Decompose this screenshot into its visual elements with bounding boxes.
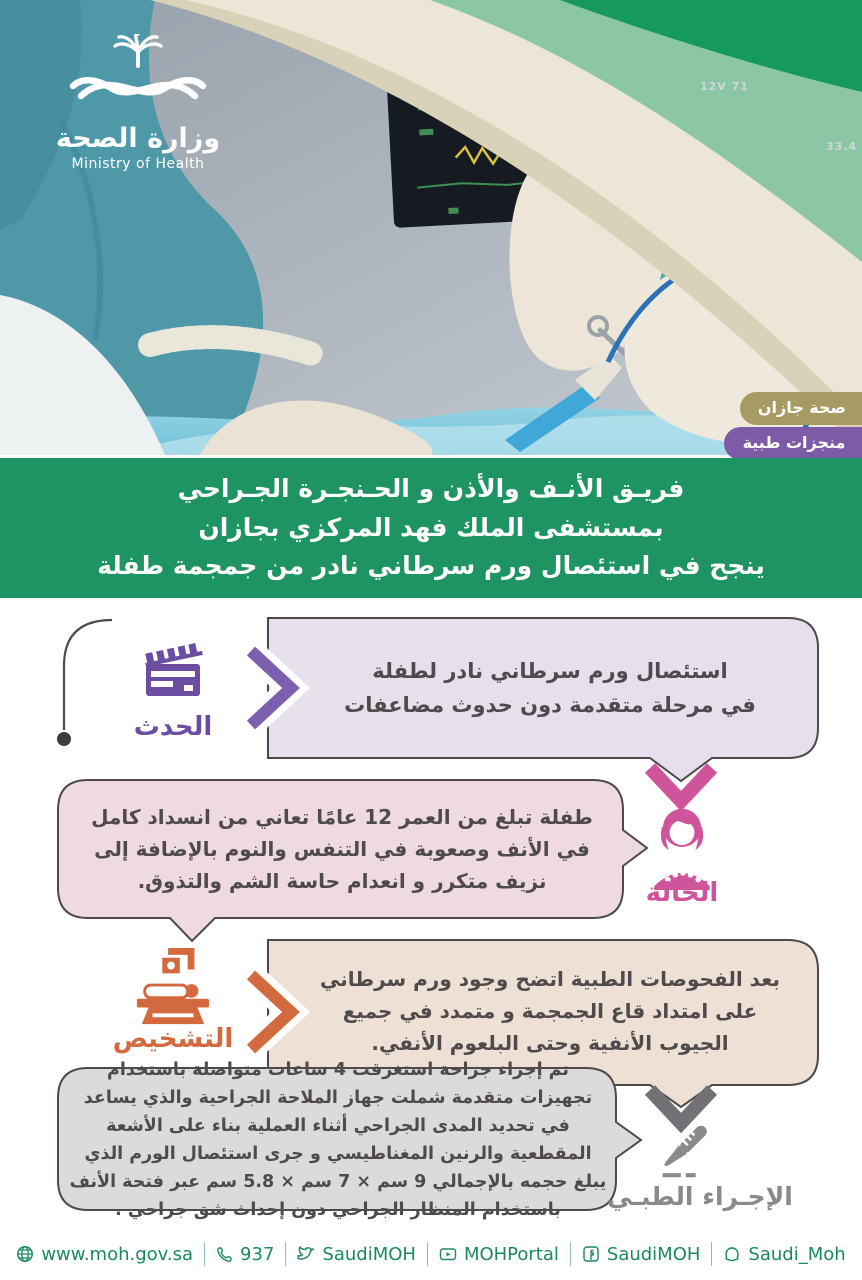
footer-youtube[interactable] [439, 1244, 559, 1265]
footer-phone[interactable] [216, 1244, 274, 1265]
scanner-icon [128, 948, 218, 1028]
moh-logo [38, 34, 238, 172]
banner-line-2: بمستشفى الملك فهد المركزي بجازان [198, 512, 664, 542]
footer-facebook[interactable] [582, 1244, 701, 1265]
footer-youtube-label: MOHPortal [463, 1243, 559, 1265]
scalpel-icon [642, 1122, 727, 1188]
connector-dot [57, 732, 71, 746]
procedure-label: الإجـراء الطبـي [607, 1182, 793, 1211]
footer-separator [285, 1242, 286, 1266]
footer-website[interactable] [16, 1244, 193, 1265]
phone-icon [216, 1246, 233, 1263]
event-label: الحدث [133, 712, 213, 742]
youtube-icon [439, 1245, 457, 1263]
footer-phone-label: 937 [240, 1243, 275, 1265]
case-label: الحالة [645, 878, 719, 908]
globe-icon [16, 1245, 34, 1263]
footer-facebook-label: SaudiMOH [606, 1243, 701, 1265]
footer-twitter-label: SaudiMOH [322, 1243, 416, 1265]
monitor-reading-bp: 12V 71 [700, 80, 749, 93]
event-text: استئصال ورم سرطاني نادر لطفلة في مرحلة متقدمة دون حدوث مضاعفات [344, 659, 756, 717]
footer [0, 1228, 862, 1280]
footer-separator [427, 1242, 428, 1266]
facebook-icon [582, 1245, 600, 1263]
clapperboard-icon [138, 640, 208, 710]
footer-website-label: www.moh.gov.sa [41, 1243, 194, 1265]
procedure-text: تم إجراء جراحة استغرقت 4 ساعات متواصلة باستخدام تجهيزات متقدمة شملت جهاز الملاحة الجراحية والذي يساعد في تحديد المدى الجراحي أثناء العملية بناء على الأشعة المقطعية والرنين المغناطيسي و جرى استئصال الورم الذي يبلغ حجمه بالإجمالي 9 سم × 7 سم × 5.8 سم عبر فتحة الأنف باستخدام المنظار الجراحي دون إحداث شق جراحي . [69, 1060, 607, 1220]
twitter-icon [297, 1245, 315, 1263]
badge-jazan-health: صحة جازان [740, 392, 862, 425]
diagnosis-label: التشخيص [112, 1024, 234, 1054]
monitor-reading-temp: 33.4 [826, 140, 858, 153]
diagnosis-text: بعد الفحوصات الطبية اتضح وجود ورم سرطاني على امتداد قاع الجمجمة و متمدد في جميع الجيوب الأنفية وحتى البلعوم الأنفي. [319, 967, 781, 1055]
connector-line [64, 620, 112, 730]
case-text: طفلة تبلغ من العمر 12 عامًا تعاني من انسداد كامل في الأنف وصعوبة في التنفس والنوم بالإضافة إلى نزيف متكرر و انعدام حاسة الشم والتذوق. [91, 805, 593, 893]
footer-snapchat[interactable] [723, 1244, 845, 1265]
logo-title-english: Ministry of Health [71, 155, 205, 172]
footer-separator [204, 1242, 205, 1266]
banner-line-3: ينجح في استئصال ورم سرطاني نادر من جمجمة طفلة [97, 551, 765, 581]
moh-emblem-icon [63, 34, 213, 122]
footer-twitter[interactable] [297, 1244, 416, 1265]
title-banner [0, 458, 862, 598]
banner-line-1: فريـق الأنـف والأذن و الحـنجـرة الجـراحي [177, 473, 685, 503]
logo-title-arabic: وزارة الصحة [55, 123, 221, 154]
surgery-photo [0, 0, 862, 455]
snapchat-icon [723, 1245, 741, 1263]
footer-snapchat-label: Saudi_Moh [748, 1243, 846, 1265]
badge-medical-achievements: منجزات طبية [724, 427, 862, 460]
footer-separator [711, 1242, 712, 1266]
footer-separator [570, 1242, 571, 1266]
